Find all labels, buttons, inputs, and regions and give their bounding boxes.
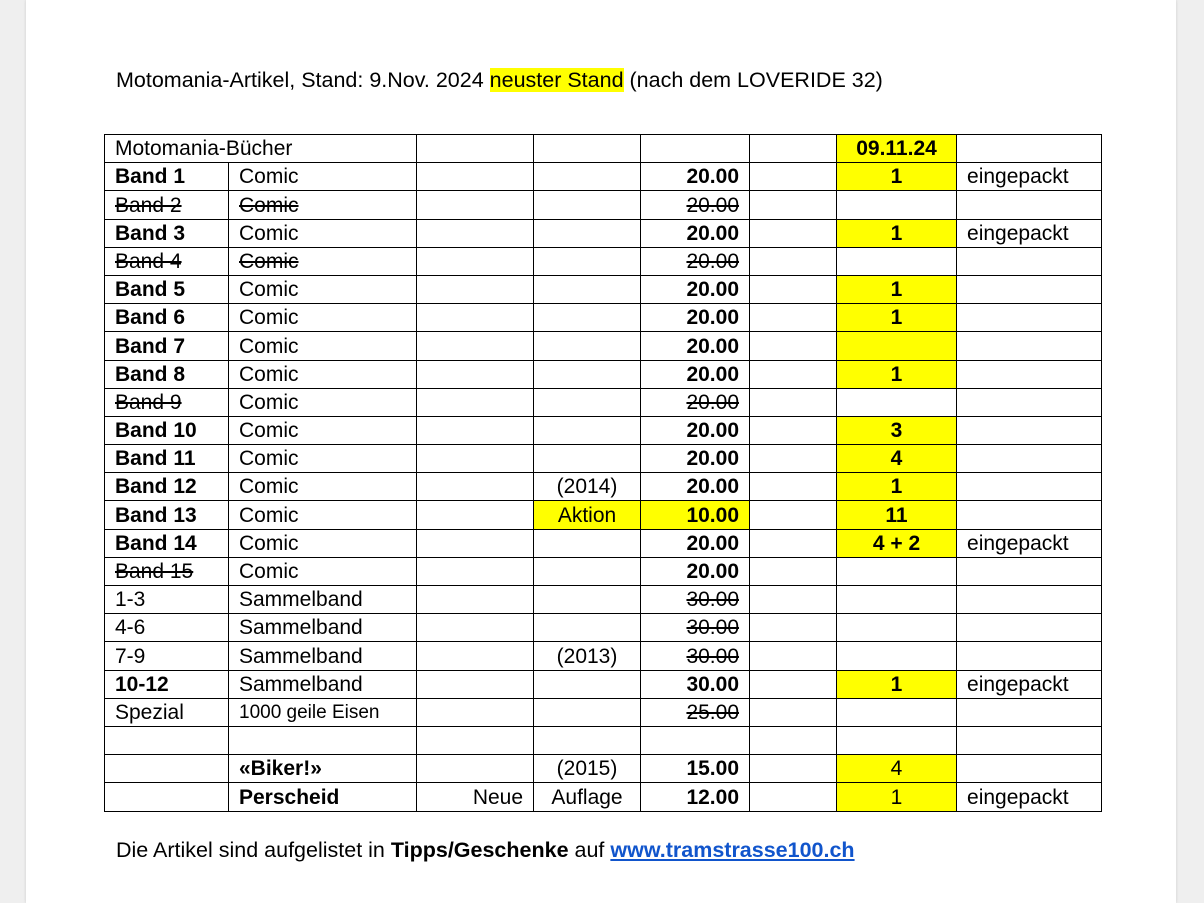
cell-qty — [837, 332, 957, 360]
empty-cell — [750, 388, 837, 416]
cell-type: Sammelband — [229, 586, 417, 614]
cell-name: Band 13 — [105, 501, 229, 529]
cell-qty — [837, 642, 957, 670]
empty-cell — [750, 557, 837, 585]
cell-name: Band 1 — [105, 163, 229, 191]
cell-price: 20.00 — [641, 332, 750, 360]
cell-extra — [417, 473, 534, 501]
cell-type: Comic — [229, 473, 417, 501]
cell-qty — [837, 586, 957, 614]
cell-qty — [837, 614, 957, 642]
cell-name: 4-6 — [105, 614, 229, 642]
table-row — [105, 163, 1102, 191]
table-row — [105, 755, 1102, 783]
cell-type: Comic — [229, 163, 417, 191]
cell-year — [534, 670, 641, 698]
cell-extra — [417, 247, 534, 275]
cell-name: Band 7 — [105, 332, 229, 360]
empty-cell — [750, 755, 837, 783]
cell-note: eingepackt — [957, 163, 1102, 191]
table-row — [105, 275, 1102, 303]
cell-year — [534, 586, 641, 614]
cell-price: 30.00 — [641, 670, 750, 698]
cell-year — [534, 304, 641, 332]
cell-qty: 4 + 2 — [837, 529, 957, 557]
cell-price — [641, 726, 750, 754]
cell-year: (2014) — [534, 473, 641, 501]
cell-qty: 1 — [837, 275, 957, 303]
cell-type — [229, 726, 417, 754]
cell-note — [957, 642, 1102, 670]
cell-qty: 1 — [837, 163, 957, 191]
cell-type: Comic — [229, 501, 417, 529]
cell-type: Comic — [229, 388, 417, 416]
cell-note — [957, 557, 1102, 585]
cell-name: Band 5 — [105, 275, 229, 303]
cell-extra — [417, 529, 534, 557]
document-page — [26, 0, 1176, 903]
cell-extra — [417, 219, 534, 247]
cell-name: Spezial — [105, 698, 229, 726]
empty-cell — [750, 783, 837, 811]
empty-cell — [534, 135, 641, 163]
cell-extra: Neue — [417, 783, 534, 811]
cell-note — [957, 191, 1102, 219]
empty-cell — [750, 529, 837, 557]
cell-type: Sammelband — [229, 614, 417, 642]
empty-cell — [750, 332, 837, 360]
cell-note — [957, 388, 1102, 416]
cell-qty: 4 — [837, 445, 957, 473]
cell-extra — [417, 416, 534, 444]
cell-qty — [837, 557, 957, 585]
cell-name — [105, 755, 229, 783]
article-table — [104, 134, 1102, 812]
cell-extra — [417, 586, 534, 614]
table-row — [105, 473, 1102, 501]
cell-note: eingepackt — [957, 670, 1102, 698]
cell-extra — [417, 191, 534, 219]
cell-price: 20.00 — [641, 473, 750, 501]
cell-note — [957, 698, 1102, 726]
cell-extra — [417, 501, 534, 529]
empty-cell — [750, 586, 837, 614]
cell-price: 30.00 — [641, 586, 750, 614]
cell-extra — [417, 163, 534, 191]
cell-qty — [837, 191, 957, 219]
table-row — [105, 416, 1102, 444]
empty-cell — [750, 416, 837, 444]
cell-name — [105, 783, 229, 811]
footer-middle: auf — [568, 838, 611, 862]
cell-note — [957, 416, 1102, 444]
table-row — [105, 698, 1102, 726]
cell-name: Band 2 — [105, 191, 229, 219]
heading-prefix: Motomania-Artikel, Stand: 9.Nov. 2024 — [116, 68, 490, 92]
empty-cell — [750, 473, 837, 501]
cell-year: (2015) — [534, 755, 641, 783]
cell-price: 20.00 — [641, 191, 750, 219]
cell-name: Band 11 — [105, 445, 229, 473]
cell-type: Comic — [229, 332, 417, 360]
cell-type: Perscheid — [229, 783, 417, 811]
table-header-label: Motomania-Bücher — [105, 135, 417, 163]
table-row — [105, 332, 1102, 360]
cell-extra — [417, 275, 534, 303]
cell-price: 30.00 — [641, 614, 750, 642]
cell-year — [534, 529, 641, 557]
footer-prefix: Die Artikel sind aufgelistet in — [116, 838, 391, 862]
table-row — [105, 670, 1102, 698]
cell-price: 20.00 — [641, 304, 750, 332]
cell-price: 20.00 — [641, 247, 750, 275]
cell-name: Band 12 — [105, 473, 229, 501]
cell-type: Sammelband — [229, 642, 417, 670]
table-row — [105, 586, 1102, 614]
cell-note — [957, 445, 1102, 473]
cell-type: Sammelband — [229, 670, 417, 698]
cell-year: Aktion — [534, 501, 641, 529]
cell-price: 20.00 — [641, 219, 750, 247]
cell-qty — [837, 388, 957, 416]
cell-name: Band 15 — [105, 557, 229, 585]
cell-price: 12.00 — [641, 783, 750, 811]
cell-note — [957, 614, 1102, 642]
cell-type: Comic — [229, 219, 417, 247]
cell-type: Comic — [229, 304, 417, 332]
cell-note — [957, 726, 1102, 754]
cell-name: Band 14 — [105, 529, 229, 557]
footer-bold: Tipps/Geschenke — [390, 838, 569, 862]
empty-cell — [750, 163, 837, 191]
cell-type: Comic — [229, 360, 417, 388]
table-row — [105, 557, 1102, 585]
cell-extra — [417, 755, 534, 783]
cell-year — [534, 726, 641, 754]
cell-name: 1-3 — [105, 586, 229, 614]
cell-year — [534, 698, 641, 726]
cell-year — [534, 557, 641, 585]
cell-extra — [417, 726, 534, 754]
cell-extra — [417, 557, 534, 585]
table-row — [105, 388, 1102, 416]
cell-price: 20.00 — [641, 163, 750, 191]
cell-name: 7-9 — [105, 642, 229, 670]
cell-name — [105, 726, 229, 754]
cell-note — [957, 275, 1102, 303]
cell-type: Comic — [229, 529, 417, 557]
cell-year — [534, 163, 641, 191]
cell-extra — [417, 698, 534, 726]
cell-qty: 1 — [837, 219, 957, 247]
empty-cell — [750, 360, 837, 388]
cell-price: 25.00 — [641, 698, 750, 726]
cell-price: 15.00 — [641, 755, 750, 783]
cell-qty: 1 — [837, 473, 957, 501]
empty-cell — [750, 247, 837, 275]
table-row — [105, 783, 1102, 811]
cell-year — [534, 247, 641, 275]
cell-qty: 3 — [837, 416, 957, 444]
cell-type: Comic — [229, 191, 417, 219]
cell-name: 10-12 — [105, 670, 229, 698]
cell-extra — [417, 670, 534, 698]
cell-note — [957, 332, 1102, 360]
table-row — [105, 501, 1102, 529]
document-heading — [116, 68, 883, 93]
table-row — [105, 191, 1102, 219]
cell-year — [534, 275, 641, 303]
cell-qty: 1 — [837, 783, 957, 811]
cell-price: 20.00 — [641, 557, 750, 585]
cell-note — [957, 360, 1102, 388]
cell-price: 20.00 — [641, 388, 750, 416]
cell-note: eingepackt — [957, 529, 1102, 557]
document-footer — [116, 838, 855, 863]
table-header-row — [105, 135, 1102, 163]
cell-type: Comic — [229, 445, 417, 473]
cell-type: Comic — [229, 557, 417, 585]
cell-year: (2013) — [534, 642, 641, 670]
cell-note — [957, 304, 1102, 332]
table-row — [105, 726, 1102, 754]
cell-price: 20.00 — [641, 416, 750, 444]
table-row — [105, 247, 1102, 275]
cell-name: Band 8 — [105, 360, 229, 388]
cell-qty: 4 — [837, 755, 957, 783]
cell-price: 20.00 — [641, 360, 750, 388]
cell-name: Band 10 — [105, 416, 229, 444]
cell-extra — [417, 614, 534, 642]
table-row — [105, 219, 1102, 247]
cell-price: 20.00 — [641, 445, 750, 473]
empty-cell — [750, 275, 837, 303]
cell-extra — [417, 360, 534, 388]
cell-note — [957, 586, 1102, 614]
cell-qty — [837, 726, 957, 754]
cell-extra — [417, 388, 534, 416]
cell-year: Auflage — [534, 783, 641, 811]
cell-extra — [417, 332, 534, 360]
cell-year — [534, 388, 641, 416]
table-row — [105, 445, 1102, 473]
cell-year — [534, 191, 641, 219]
table-row — [105, 614, 1102, 642]
empty-cell — [750, 135, 837, 163]
cell-price: 20.00 — [641, 275, 750, 303]
cell-name: Band 9 — [105, 388, 229, 416]
table-row — [105, 642, 1102, 670]
cell-type: «Biker!» — [229, 755, 417, 783]
empty-cell — [750, 445, 837, 473]
cell-year — [534, 332, 641, 360]
empty-cell — [750, 304, 837, 332]
heading-highlight: neuster Stand — [489, 68, 624, 92]
cell-note — [957, 473, 1102, 501]
cell-extra — [417, 304, 534, 332]
empty-cell — [750, 501, 837, 529]
empty-cell — [750, 698, 837, 726]
heading-suffix: (nach dem LOVERIDE 32) — [623, 68, 883, 92]
cell-qty: 11 — [837, 501, 957, 529]
cell-year — [534, 614, 641, 642]
cell-note: eingepackt — [957, 783, 1102, 811]
cell-year — [534, 445, 641, 473]
cell-extra — [417, 445, 534, 473]
empty-cell — [750, 219, 837, 247]
table-row — [105, 304, 1102, 332]
cell-qty: 1 — [837, 304, 957, 332]
empty-cell — [750, 191, 837, 219]
cell-name: Band 6 — [105, 304, 229, 332]
empty-cell — [750, 726, 837, 754]
cell-type: Comic — [229, 275, 417, 303]
cell-year — [534, 416, 641, 444]
empty-cell — [641, 135, 750, 163]
cell-price: 20.00 — [641, 529, 750, 557]
empty-cell — [750, 670, 837, 698]
empty-cell — [750, 642, 837, 670]
cell-name: Band 4 — [105, 247, 229, 275]
cell-qty — [837, 247, 957, 275]
empty-cell — [957, 135, 1102, 163]
cell-note — [957, 247, 1102, 275]
cell-qty — [837, 698, 957, 726]
cell-qty: 1 — [837, 360, 957, 388]
table-row — [105, 360, 1102, 388]
cell-note: eingepackt — [957, 219, 1102, 247]
cell-note — [957, 755, 1102, 783]
cell-type: 1000 geile Eisen — [229, 698, 417, 726]
cell-extra — [417, 642, 534, 670]
cell-type: Comic — [229, 247, 417, 275]
table-row — [105, 529, 1102, 557]
empty-cell — [750, 614, 837, 642]
empty-cell — [417, 135, 534, 163]
cell-year — [534, 219, 641, 247]
footer-link[interactable]: www.tramstrasse100.ch — [610, 838, 855, 862]
cell-note — [957, 501, 1102, 529]
cell-type: Comic — [229, 416, 417, 444]
cell-name: Band 3 — [105, 219, 229, 247]
cell-price: 30.00 — [641, 642, 750, 670]
cell-qty: 1 — [837, 670, 957, 698]
table-header-date: 09.11.24 — [837, 135, 957, 163]
cell-year — [534, 360, 641, 388]
cell-price: 10.00 — [641, 501, 750, 529]
